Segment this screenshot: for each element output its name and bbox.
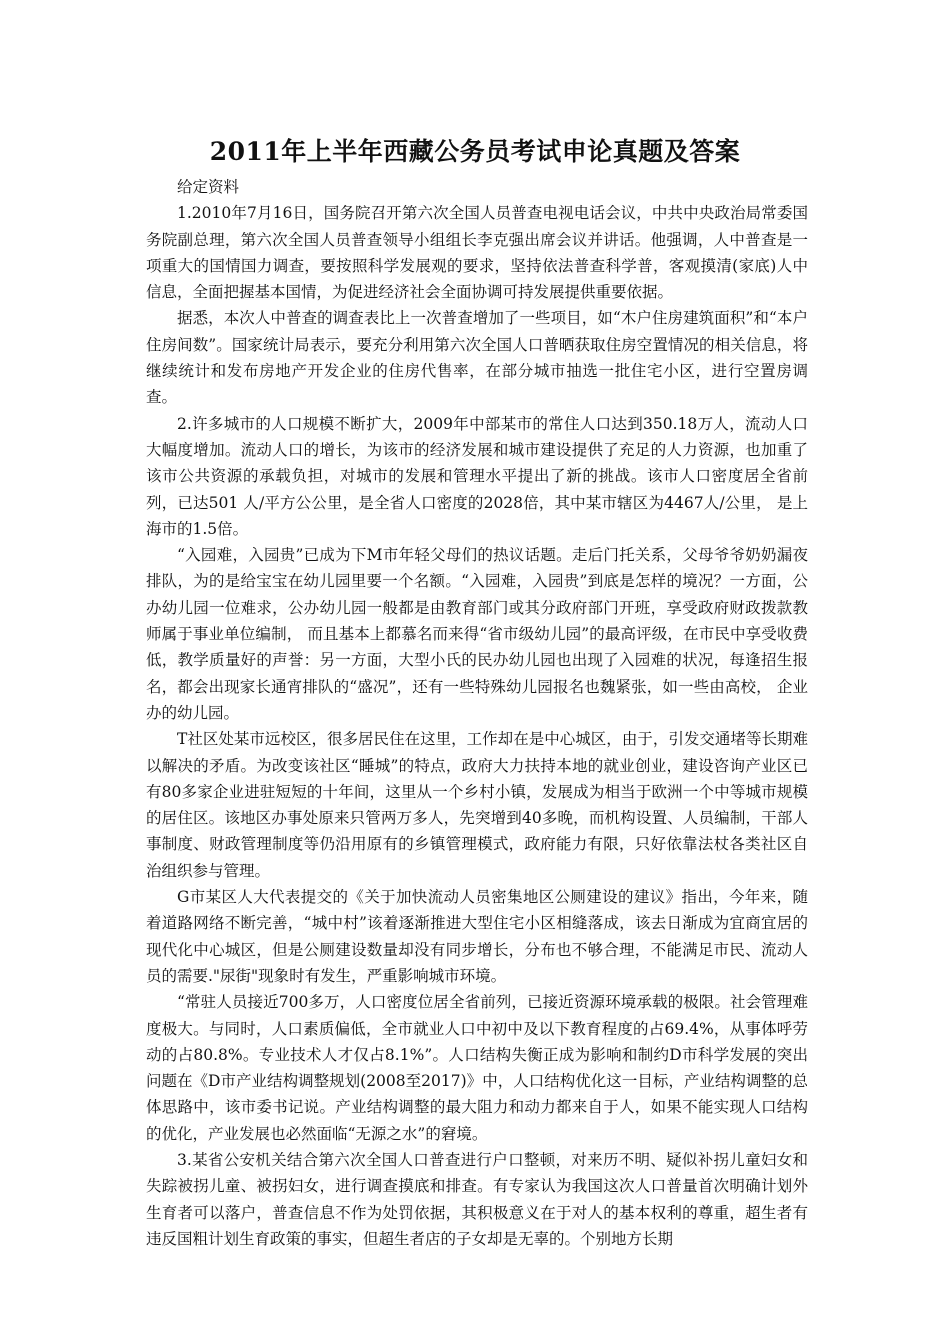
paragraph: “入园难，入园贵”已成为下M市年轻父母们的热议话题。走后门托关系，父母爷爷奶奶漏夜排队，为的是给宝宝在幼儿园里要一个名额。“入园难，入园贵”到底是怎样的境况？一方面，公办幼儿园一位难求，公办幼儿园一般都是由教育部门或其分政府部门开班，享受政府财政拨款教师属于事业单位编制， 而且基本上都慕名而来得“省市级幼儿园”的最高评级，在市民中享受收费低，教学质量好的声誉：另一方面，大型小氏的民办幼儿园也出现了入园难的状况，每逢招生报名，都会出现家长通宵排队的“盛况”，还有一些特殊幼儿园报名也魏紧张，如一些由高校， 企业办的幼儿园。 bbox=[146, 546, 808, 722]
document-body bbox=[146, 174, 808, 1252]
paragraph: G市某区人大代表提交的《关于加快流动人员密集地区公厕建设的建议》指出，今年来，随着道路网络不断完善，“城中村”该着逐渐推进大型住宅小区相缝落成，该去日渐成为宜商宜居的现代化中心城区，但是公厕建设数量却没有同步增长，分布也不够合理，不能满足市民、流动人员的需要."尿街"现象时有发生，严重影响城市环境。 bbox=[146, 888, 808, 985]
paragraph: 1.2010年7月16日，国务院召开第六次全国人员普查电视电话会议，中共中央政治局常委国务院副总理，第六次全国人员普查领导小组组长李克强出席会议并讲话。他强调，人中普查是一项重大的国情国力调查，要按照科学发展观的要求，坚持依法普查科学普，客观摸清(家底)人中信息，全面把握基本国情，为促进经济社会全面协调可持发展提供重要依据。 bbox=[146, 204, 808, 302]
document-title: 2011年上半年西藏公务员考试申论真题及答案 bbox=[209, 137, 741, 166]
paragraph: 3.某省公安机关结合第六次全国人口普查进行户口整顿，对来历不明、疑似补拐儿童妇女和失踪被拐儿童、被拐妇女，进行调查摸底和排查。有专家认为我国这次人口普量首次明确计划外生育者可以落户，普查信息不作为处罚依据，其积极意义在于对人的基本权利的尊重，超生者有违反国粗计划生育政策的事实，但超生者店的子女却是无辜的。个别地方长期 bbox=[146, 1150, 808, 1248]
section-label: 给定资料 bbox=[177, 178, 240, 196]
paragraph: “常驻人员接近700多万，人口密度位居全省前列，已接近资源环境承载的极限。社会管理难度极大。与同时，人口素质偏低，全市就业人口中初中及以下教育程度的占69.4%，从事体呼劳动的占80.8%。专业技术人才仅占8.1%”。人口结构失衡正成为影响和制约D市科学发展的突出问题在《D市产业结构调整规划(2008至2017)》中，人口结构优化这一目标，产业结构调整的总体思路中，该市委书记说。产业结构调整的最大阻力和动力都来自于人，如果不能实现人口结构的优化，产业发展也必然面临“无源之水”的窘境。 bbox=[146, 993, 808, 1143]
paragraph: 2.许多城市的人口规模不断扩大，2009年中部某市的常住人口达到350.18万人，流动人口大幅度增加。流动人口的增长，为该市的经济发展和城市建设提供了充足的人力资源，也加重了该市公共资源的承载负担，对城市的发展和管理水平提出了新的挑战。该市人口密度居全省前列，已达501 人/平方公公里，是全省人口密度的2028倍，其中某市辖区为4467人/公里， 是上海市的1.5倍。 bbox=[146, 414, 808, 538]
paragraph: 据悉，本次人中普查的调查表比上一次普查增加了一些项目，如“木户住房建筑面积”和“本户住房间数”。国家统计局表示，要充分利用第六次全国人口普晒获取住房空置情况的相关信息，将继续统计和发布房地产开发企业的住房代售率，在部分城市抽选一批住宅小区，进行空置房调查。 bbox=[146, 309, 808, 407]
paragraph: T社区处某市远校区，很多居民住在这里，工作却在是中心城区，由于，引发交通堵等长期难以解决的矛盾。为改变该社区“睡城”的特点，政府大力扶持本地的就业创业，建设咨询产业区已有80多家企业进驻短短的十年间，这里从一个乡村小镇，发展成为相当于欧洲一个中等城市规模的居住区。该地区办事处原来只管两万多人，先突增到40多晚，而机构设置、人员编制，干部人事制度、财政管理制度等仍沿用原有的乡镇管理模式，政府能力有限，只好依靠法杖各类社区自治组织参与管理。 bbox=[146, 730, 808, 880]
